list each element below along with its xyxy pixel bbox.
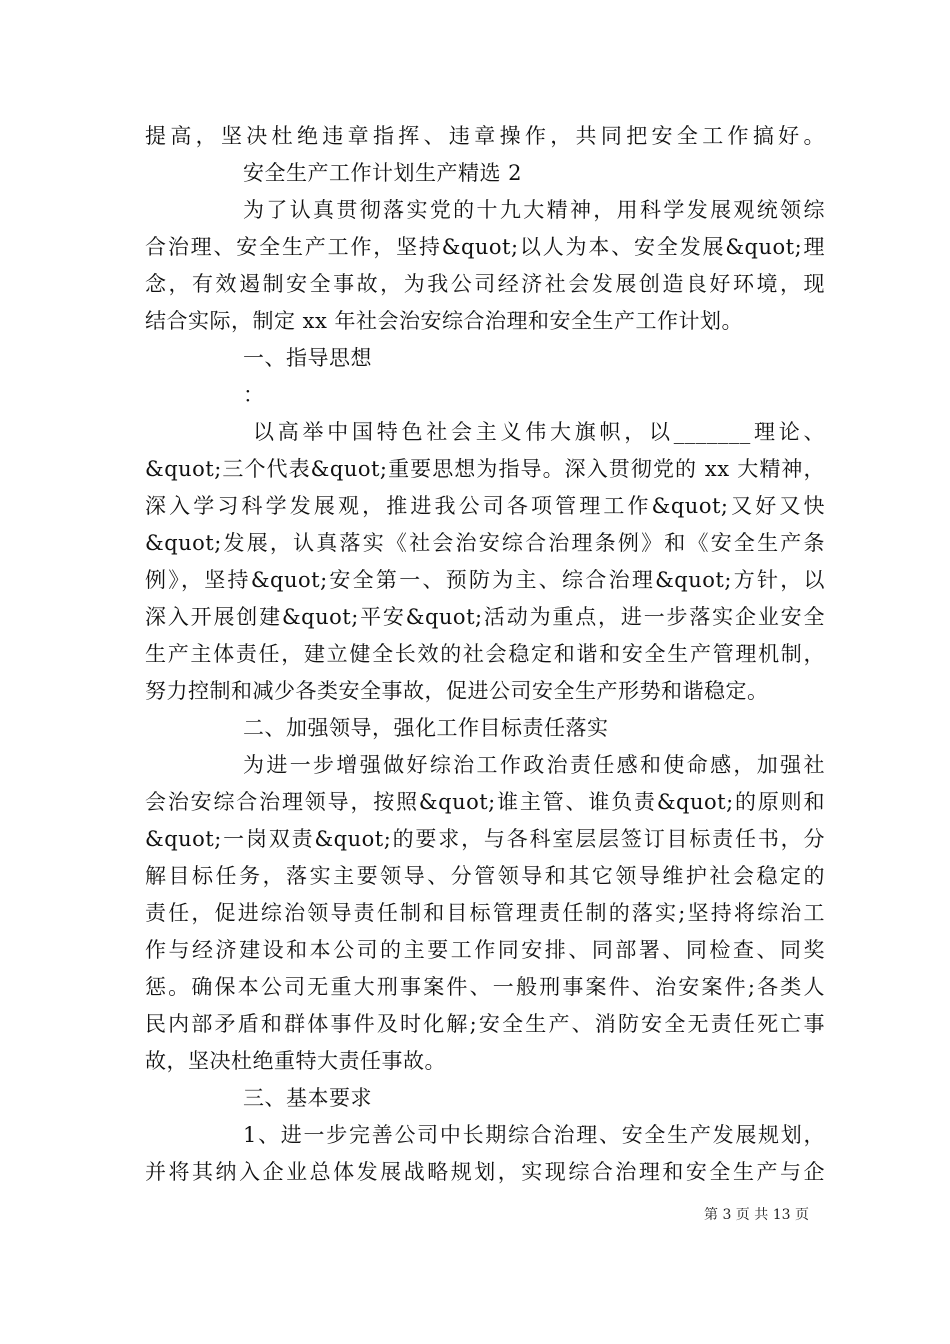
heading-guiding-thought: 一、指导思想 (243, 346, 372, 370)
paragraph-line: 1、进一步完善公司中长期综合治理、安全生产发展规划， (243, 1123, 825, 1147)
paragraph-line: 会治安综合治理领导，按照&quot;谁主管、谁负责&quot;的原则和 (145, 790, 825, 814)
paragraph-line: 为了认真贯彻落实党的十九大精神，用科学发展观统领综 (243, 198, 825, 222)
paragraph-line: 故，坚决杜绝重特大责任事故。 (145, 1049, 446, 1073)
paragraph-line: 并将其纳入企业总体发展战略规划，实现综合治理和安全生产与企 (145, 1160, 825, 1184)
page-footer: 第 3 页 共 13 页 (704, 1207, 809, 1223)
heading-basic-requirements: 三、基本要求 (243, 1086, 372, 1110)
paragraph-line: 以高举中国特色社会主义伟大旗帜，以_______理论、 (253, 420, 825, 444)
paragraph-line: 责任，促进综治领导责任制和目标管理责任制的落实;坚持将综治工 (145, 901, 825, 925)
paragraph-line: &quot;三个代表&quot;重要思想为指导。深入贯彻党的 xx 大精神， (145, 457, 825, 481)
paragraph-line: 合治理、安全生产工作，坚持&quot;以人为本、安全发展&quot;理 (145, 235, 825, 259)
section-title: 安全生产工作计划生产精选 2 (243, 161, 523, 185)
paragraph-line: 生产主体责任，建立健全长效的社会稳定和谐和安全生产管理机制， (145, 642, 825, 666)
paragraph-line: 解目标任务，落实主要领导、分管领导和其它领导维护社会稳定的 (145, 864, 825, 888)
paragraph-line: 为进一步增强做好综治工作政治责任感和使命感，加强社 (243, 753, 825, 777)
paragraph-line: 惩。确保本公司无重大刑事案件、一般刑事案件、治安案件;各类人 (145, 975, 825, 999)
document-page (145, 118, 825, 1191)
paragraph-line: 结合实际，制定 xx 年社会治安综合治理和安全生产工作计划。 (145, 309, 744, 333)
paragraph-line: &quot;发展，认真落实《社会治安综合治理条例》和《安全生产条 (145, 531, 825, 555)
paragraph-line: 深入学习科学发展观，推进我公司各项管理工作&quot;又好又快 (145, 494, 825, 518)
paragraph-line: 作与经济建设和本公司的主要工作同安排、同部署、同检查、同奖 (145, 938, 825, 962)
paragraph-line: 例》，坚持&quot;安全第一、预防为主、综合治理&quot;方针，以 (145, 568, 825, 592)
paragraph-line: 念，有效遏制安全事故，为我公司经济社会发展创造良好环境，现 (145, 272, 825, 296)
paragraph-line: 深入开展创建&quot;平安&quot;活动为重点，进一步落实企业安全 (145, 605, 825, 629)
heading-leadership: 二、加强领导，强化工作目标责任落实 (243, 716, 609, 740)
paragraph-line: 民内部矛盾和群体事件及时化解;安全生产、消防安全无责任死亡事 (145, 1012, 825, 1036)
paragraph-line: &quot;一岗双责&quot;的要求，与各科室层层签订目标责任书，分 (145, 827, 825, 851)
colon-line: ： (243, 383, 265, 407)
paragraph-line: 努力控制和减少各类安全事故，促进公司安全生产形势和谐稳定。 (145, 679, 769, 703)
paragraph-line: 提高，坚决杜绝违章指挥、违章操作，共同把安全工作搞好。 (145, 124, 825, 148)
